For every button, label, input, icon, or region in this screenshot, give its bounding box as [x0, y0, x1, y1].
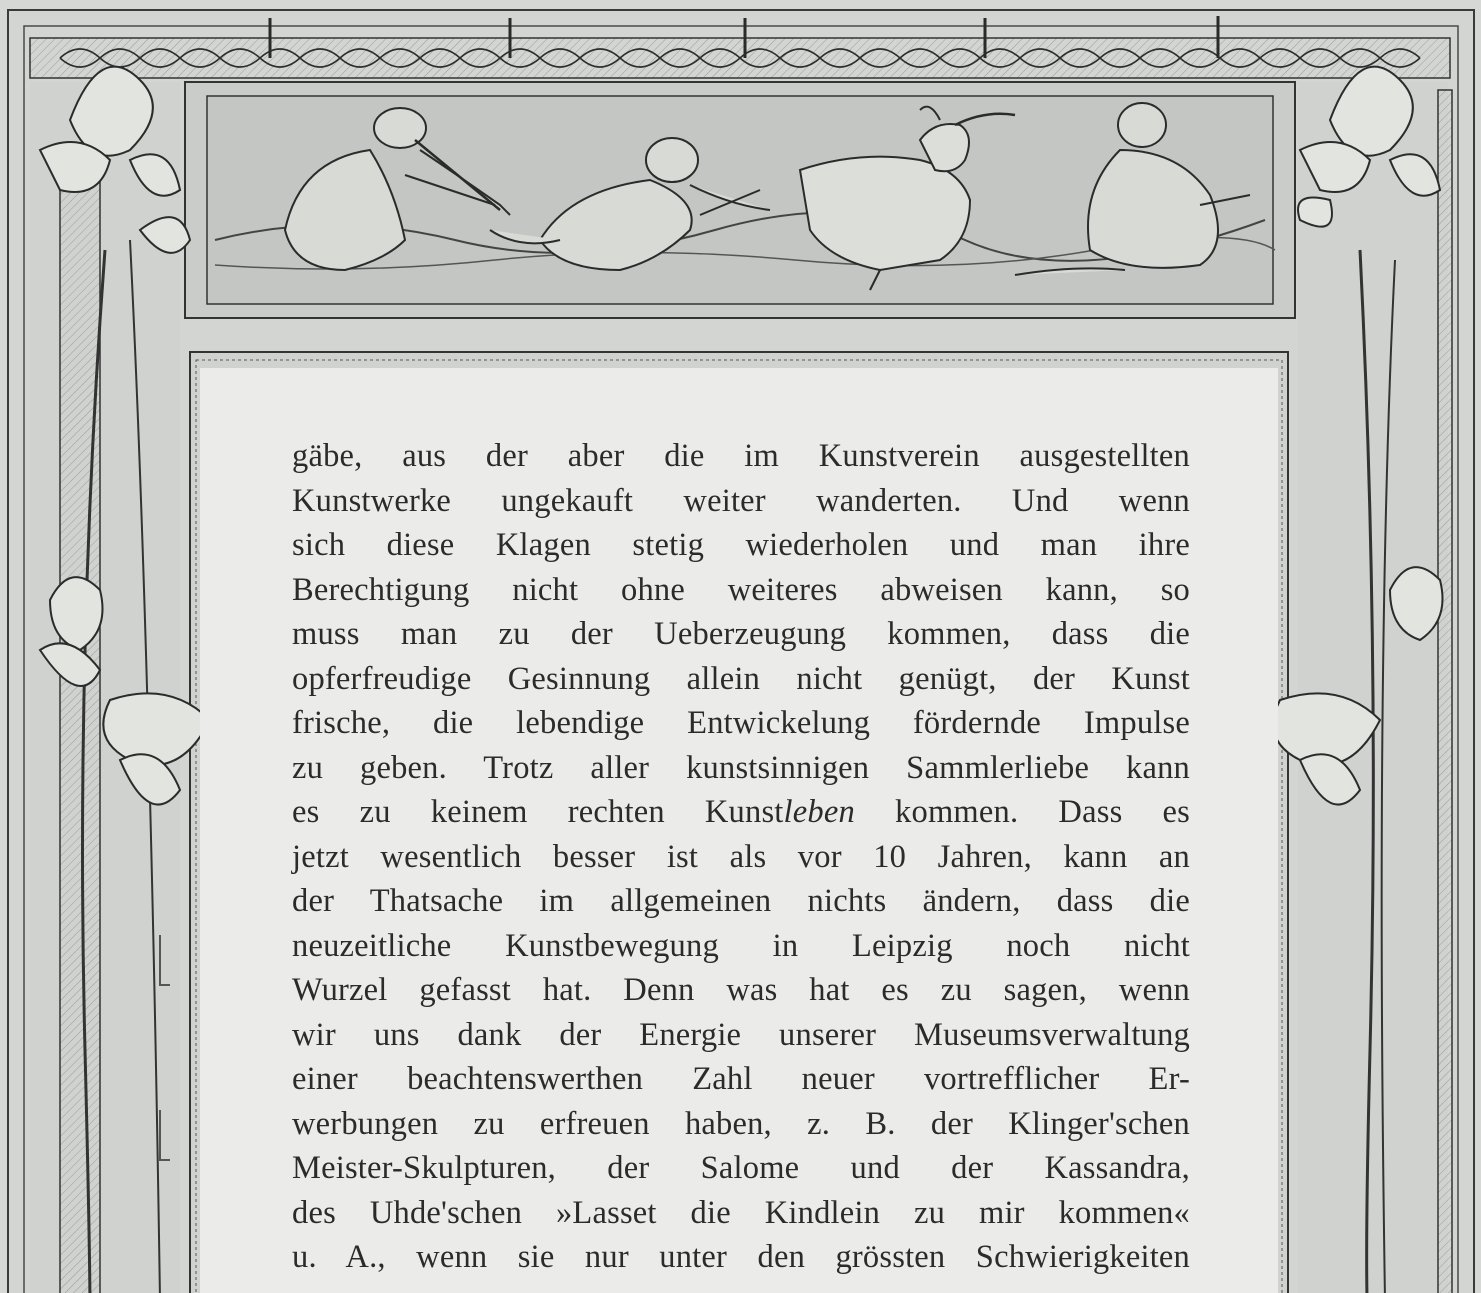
text-line: Meister-Skulpturen, der Salome und der Kassandra,	[292, 1150, 1190, 1186]
text-segment: es zu keinem rechten Kunst	[292, 794, 784, 830]
text-line: muss man zu der Ueberzeugung kommen, dass die	[292, 616, 1190, 652]
text-line-emphasis	[292, 790, 1190, 835]
text-line: der Thatsache im allgemeinen nichts ändern, dass die	[292, 883, 1190, 919]
text-line: werbungen zu erfreuen haben, z. B. der Klinger'schen	[292, 1105, 1190, 1142]
text-line: gäbe, aus der aber die im Kunstverein ausgestellten	[292, 438, 1190, 474]
text-line: sich diese Klagen stetig wiederholen und man ihre	[292, 527, 1190, 563]
text-line: frische, die lebendige Entwickelung fördernde Impulse	[292, 705, 1190, 741]
text-segment: kommen. Dass es	[854, 794, 1190, 830]
text-line: u. A., wenn sie nur unter den grössten Schwierigkeiten	[292, 1239, 1190, 1275]
text-line: jetzt wesentlich besser ist als vor 10 Jahren, kann an	[292, 838, 1190, 875]
body-text	[292, 434, 1190, 1280]
right-floral-border	[1273, 67, 1452, 1293]
text-line: Wurzel gefasst hat. Denn was hat es zu sagen, wenn	[292, 972, 1190, 1008]
text-line: einer beachtenswerthen Zahl neuer vortrefflicher Er-	[292, 1061, 1190, 1097]
text-line: des Uhde'schen »Lasset die Kindlein zu mir kommen«	[292, 1194, 1190, 1231]
text-line: opferfreudige Gesinnung allein nicht genügt, der Kunst	[292, 660, 1190, 697]
frieze-illustration	[185, 82, 1295, 318]
emphasized-word: leben	[783, 794, 855, 830]
text-line: Berechtigung nicht ohne weiteres abweisen kann, so	[292, 571, 1190, 608]
text-line: wir uns dank der Energie unserer Museumsverwaltung	[292, 1016, 1190, 1053]
text-line: zu geben. Trotz aller kunstsinnigen Sammlerliebe kann	[292, 749, 1190, 786]
text-line: Kunstwerke ungekauft weiter wanderten. Und wenn	[292, 482, 1190, 519]
text-line: neuzeitliche Kunstbewegung in Leipzig noch nicht	[292, 927, 1190, 964]
